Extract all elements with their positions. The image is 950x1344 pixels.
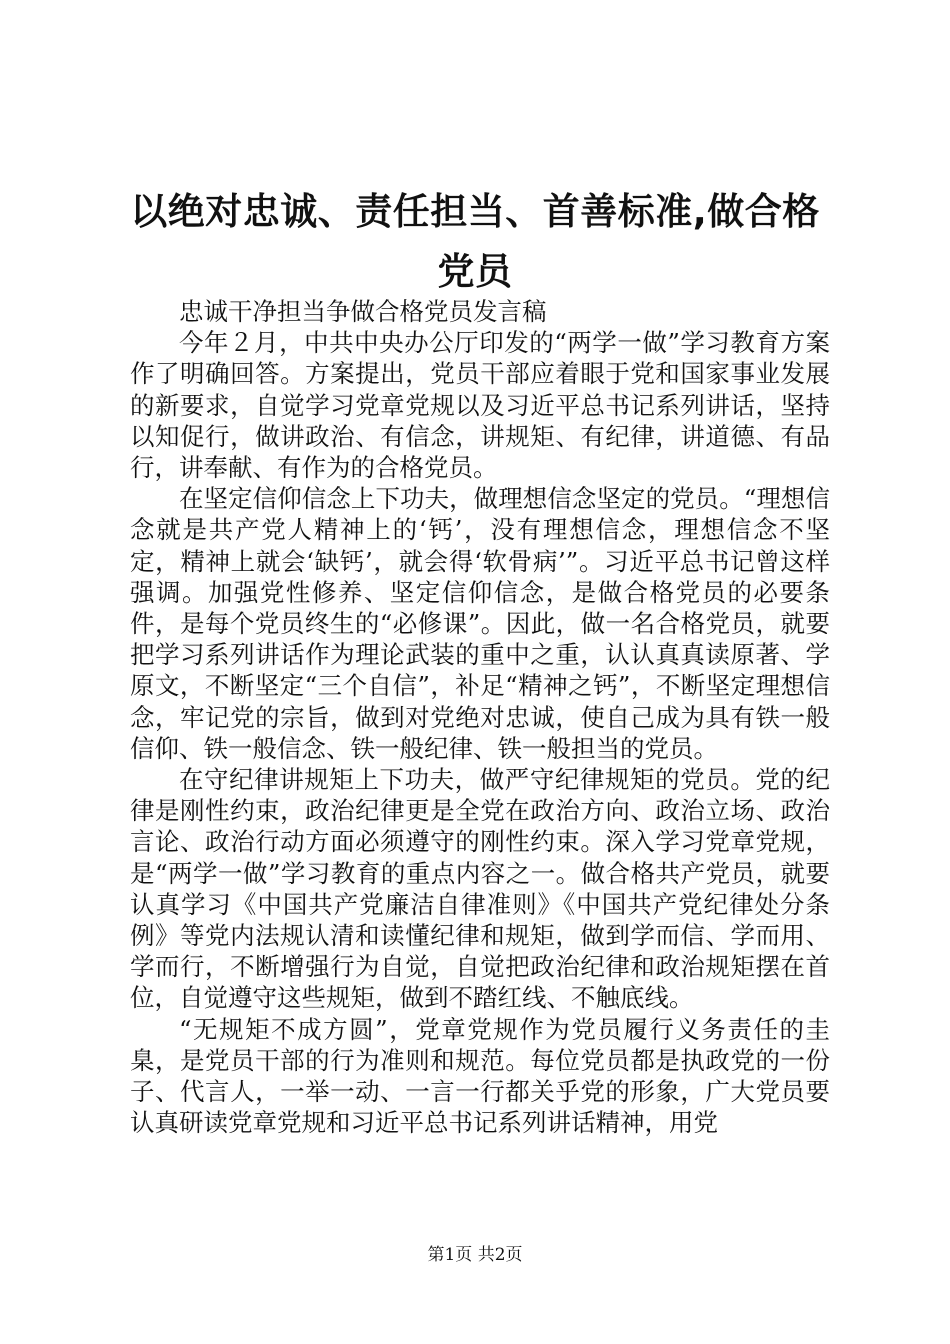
document-body (130, 296, 830, 1138)
document-title: 以绝对忠诚、责任担当、首善标准,做合格党员 (130, 190, 820, 293)
paragraph: 今年２月，中共中央办公厅印发的“两学一做”学习教育方案作了明确回答。方案提出，党员干部应着眼于党和国家事业发展的新要求，自觉学习党章党规以及习近平总书记系列讲话，坚持以知促行，做讲政治、有信念，讲规矩、有纪律，讲道德、有品行，讲奉献、有作为的合格党员。 (130, 328, 830, 483)
document-subtitle: 忠诚干净担当争做合格党员发言稿 (179, 297, 547, 326)
paragraph: 在坚定信仰信念上下功夫，做理想信念坚定的党员。“理想信念就是共产党人精神上的‘钙’，没有理想信念，理想信念不坚定，精神上就会‘缺钙’，就会得‘软骨病’”。习近平总书记曾这样强调。加强党性修养、坚定信仰信念，是做合格党员的必要条件，是每个党员终生的“必修课”。因此，做一名合格党员，就要把学习系列讲话作为理论武装的重中之重，认认真真读原著、学原文，不断坚定“三个自信”，补足“精神之钙”，不断坚定理想信念，牢记党的宗旨，做到对党绝对忠诚，使自己成为具有铁一般信仰、铁一般信念、铁一般纪律、铁一般担当的党员。 (130, 484, 830, 763)
paragraph: 在守纪律讲规矩上下功夫，做严守纪律规矩的党员。党的纪律是刚性约束，政治纪律更是全党在政治方向、政治立场、政治言论、政治行动方面必须遵守的刚性约束。深入学习党章党规，是“两学一做”学习教育的重点内容之一。做合格共产党员，就要认真学习《中国共产党廉洁自律准则》《中国共产党纪律处分条例》等党内法规认清和读懂纪律和规矩，做到学而信、学而用、学而行，不断增强行为自觉，自觉把政治纪律和政治规矩摆在首位，自觉遵守这些规矩，做到不踏红线、不触底线。 (130, 765, 830, 1013)
page-number: 第1页 共2页 (427, 1245, 523, 1265)
paragraph: “无规矩不成方圆”，党章党规作为党员履行义务责任的圭臬，是党员干部的行为准则和规范。每位党员都是执政党的一份子、代言人，一举一动、一言一行都关乎党的形象，广大党员要认真研读党章党规和习近平总书记系列讲话精神，用党 (130, 1014, 830, 1138)
